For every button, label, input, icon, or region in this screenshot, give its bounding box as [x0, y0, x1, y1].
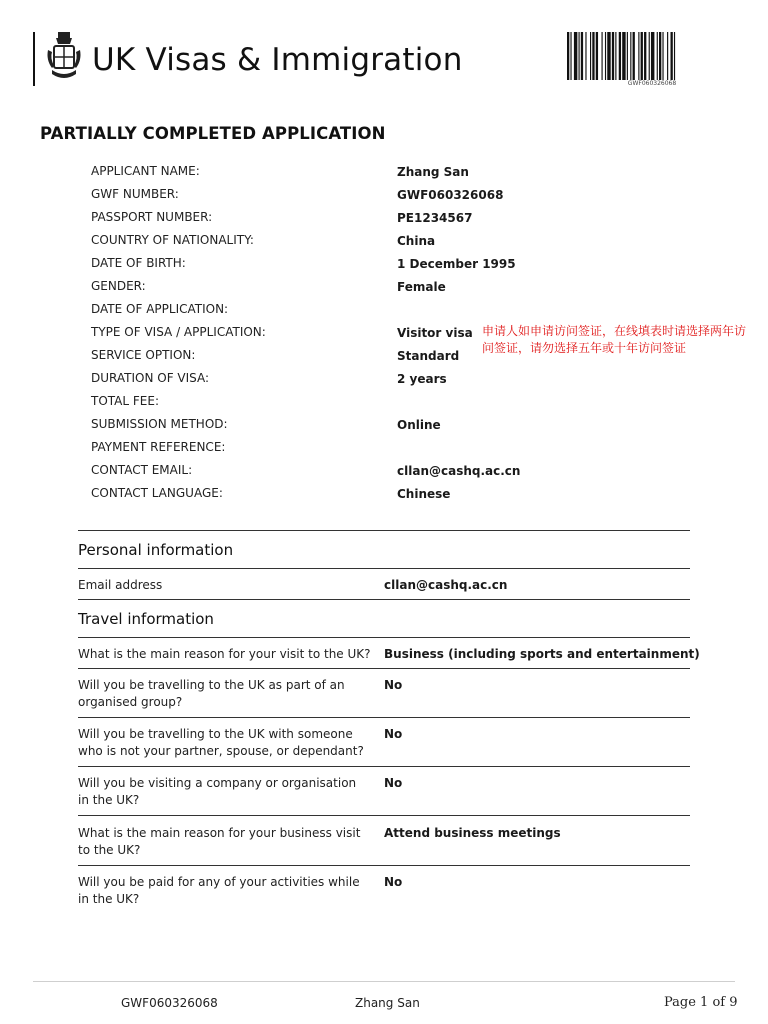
personal-information-heading: Personal information: [78, 541, 234, 559]
summary-row: [91, 183, 511, 206]
summary-row: [91, 206, 511, 229]
summary-value: Visitor visa: [397, 326, 473, 340]
footer-divider: [33, 981, 735, 982]
summary-label: TYPE OF VISA / APPLICATION:: [91, 325, 266, 339]
summary-value: Chinese: [397, 487, 451, 501]
summary-label: PAYMENT REFERENCE:: [91, 440, 226, 454]
summary-row: [91, 275, 511, 298]
summary-label: GWF NUMBER:: [91, 187, 179, 201]
summary-label: TOTAL FEE:: [91, 394, 159, 408]
summary-row: [91, 390, 511, 413]
summary-value: Zhang San: [397, 165, 469, 179]
summary-label: DATE OF BIRTH:: [91, 256, 186, 270]
brand-name: UK Visas & Immigration: [92, 42, 463, 78]
section-divider: [78, 530, 690, 531]
summary-label: CONTACT LANGUAGE:: [91, 486, 223, 500]
summary-row: [91, 344, 511, 367]
summary-label: PASSPORT NUMBER:: [91, 210, 213, 224]
summary-label: CONTACT EMAIL:: [91, 463, 193, 477]
section-divider: [78, 568, 690, 569]
summary-value: cllan@cashq.ac.cn: [397, 464, 521, 478]
summary-label: APPLICANT NAME:: [91, 164, 200, 178]
summary-label: COUNTRY OF NATIONALITY:: [91, 233, 254, 247]
summary-label: DATE OF APPLICATION:: [91, 302, 229, 316]
travel-information-heading: Travel information: [78, 610, 214, 628]
answer: No: [384, 875, 403, 889]
summary-value: GWF060326068: [397, 188, 504, 202]
summary-row: [91, 459, 521, 482]
answer: cllan@cashq.ac.cn: [384, 578, 508, 592]
row-divider: [78, 766, 690, 767]
summary-row: [91, 160, 511, 183]
barcode-text: GWF060326068: [627, 80, 677, 87]
answer: No: [384, 678, 403, 692]
header: [0, 0, 768, 100]
answer: No: [384, 776, 403, 790]
summary-row: [91, 298, 511, 321]
question: Will you be visiting a company or organisation in the UK?: [78, 776, 357, 807]
question: What is the main reason for your visit to the UK?: [78, 647, 371, 661]
summary-row: [91, 321, 511, 344]
section-divider: [78, 637, 690, 638]
summary-row: [91, 252, 516, 275]
summary-row: [91, 229, 511, 252]
summary-value: China: [397, 234, 436, 248]
brand-divider: [33, 32, 35, 86]
applicant-summary: [91, 160, 521, 505]
barcode: [567, 32, 737, 80]
question: Email address: [78, 578, 163, 592]
summary-row: [91, 482, 511, 505]
question: Will you be travelling to the UK with someone who is not your partner, spouse, or dependant?: [78, 727, 364, 758]
summary-row: [91, 413, 511, 436]
visa-note: 申请人如申请访问签证，在线填表时请选择两年访问签证，请勿选择五年或十年访问签证: [482, 324, 747, 355]
summary-value: 2 years: [397, 372, 447, 386]
summary-value: 1 December 1995: [397, 257, 516, 271]
summary-value: Standard: [397, 349, 460, 363]
footer-page-number: Page 1 of 9: [664, 995, 738, 1010]
summary-label: DURATION OF VISA:: [91, 371, 210, 385]
summary-value: Female: [397, 280, 446, 294]
summary-label: SERVICE OPTION:: [91, 348, 196, 362]
row-divider: [78, 668, 690, 669]
summary-row: [91, 367, 511, 390]
section-divider: [78, 599, 690, 600]
summary-row: [91, 436, 511, 459]
royal-crest-icon: [46, 30, 82, 86]
footer-gwf-number: GWF060326068: [121, 996, 218, 1010]
summary-label: SUBMISSION METHOD:: [91, 417, 228, 431]
row-divider: [78, 815, 690, 816]
question: Will you be travelling to the UK as part of an organised group?: [78, 678, 345, 709]
document-title: PARTIALLY COMPLETED APPLICATION: [40, 124, 386, 143]
summary-label: GENDER:: [91, 279, 146, 293]
row-divider: [78, 717, 690, 718]
row-divider: [78, 865, 690, 866]
answer: No: [384, 727, 403, 741]
answer: Business (including sports and entertainment): [384, 647, 700, 661]
summary-value: PE1234567: [397, 211, 473, 225]
summary-value: Online: [397, 418, 441, 432]
question: What is the main reason for your business visit to the UK?: [78, 826, 361, 857]
footer-applicant-name: Zhang San: [355, 996, 420, 1010]
answer: Attend business meetings: [384, 826, 561, 840]
question: Will you be paid for any of your activities while in the UK?: [78, 875, 360, 906]
